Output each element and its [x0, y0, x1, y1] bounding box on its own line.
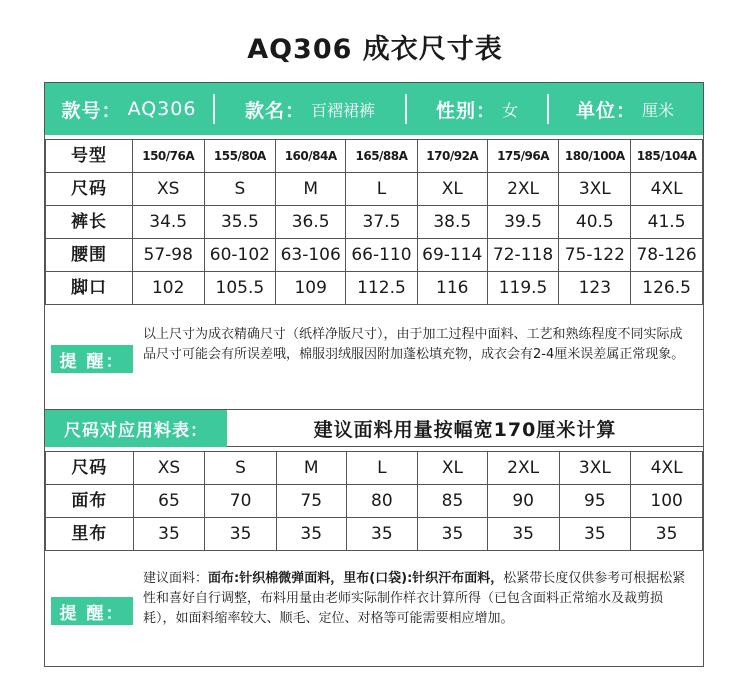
unit-value: 厘米: [642, 100, 675, 120]
table-cell: 75-122: [559, 239, 631, 272]
table-cell: 170/92A: [417, 140, 487, 173]
table-cell: 102: [132, 272, 204, 305]
style-name-cell: [215, 83, 405, 135]
row-header: 尺码: [46, 173, 133, 206]
table-cell: 35: [346, 518, 418, 551]
table-cell: 75: [276, 485, 346, 518]
table-cell: 35: [276, 518, 346, 551]
table-cell: 119.5: [487, 272, 559, 305]
size-table: [45, 139, 703, 305]
table-cell: 105.5: [204, 272, 276, 305]
table-cell: 65: [133, 485, 205, 518]
gender-value: 女: [502, 100, 519, 120]
table-cell: 180/100A: [559, 140, 631, 173]
table-cell: 35: [631, 518, 703, 551]
reminder-text: 以上尺寸为成衣精确尺寸（纸样净版尺寸），由于加工过程中面料、工艺和熟练程度不同实际成品尺寸可能会有所误差哦，棉服羽绒服因附加蓬松填充物，成衣会有2-4厘米误差属正常现象。: [143, 327, 685, 362]
style-name-label: 款名：: [244, 99, 305, 122]
table-cell: M: [276, 173, 346, 206]
row-header: 脚口: [46, 272, 133, 305]
table-row: [46, 239, 703, 272]
table-cell: 123: [559, 272, 631, 305]
table-cell: 126.5: [631, 272, 703, 305]
gender-cell: [407, 83, 547, 135]
table-cell: XS: [133, 452, 205, 485]
table-cell: 2XL: [487, 173, 559, 206]
unit-label: 单位：: [575, 99, 636, 122]
table-cell: 3XL: [559, 173, 631, 206]
table-cell: 2XL: [487, 452, 559, 485]
style-number-label: 款号：: [61, 99, 122, 122]
table-cell: L: [346, 452, 418, 485]
reminder-note: [45, 305, 703, 405]
table-cell: 80: [346, 485, 418, 518]
table-cell: 40.5: [559, 206, 631, 239]
table-cell: 34.5: [132, 206, 204, 239]
table-row: [46, 140, 703, 173]
reminder-badge: 提 醒：: [51, 345, 133, 373]
table-cell: 66-110: [346, 239, 418, 272]
fabric-section-badge: 尺码对应用料表：: [45, 410, 227, 447]
table-cell: 36.5: [276, 206, 346, 239]
style-number-value: AQ306: [127, 98, 197, 120]
table-cell: 155/80A: [204, 140, 276, 173]
row-header: 腰围: [46, 239, 133, 272]
row-header: 里布: [46, 518, 134, 551]
gender-label: 性别：: [435, 99, 496, 122]
table-cell: 60-102: [204, 239, 276, 272]
table-row: [46, 485, 703, 518]
page-title: AQ306 成衣尺寸表: [247, 34, 503, 65]
table-cell: 57-98: [132, 239, 204, 272]
table-cell: 41.5: [631, 206, 703, 239]
table-cell: 35.5: [204, 206, 276, 239]
table-cell: XL: [417, 173, 487, 206]
table-cell: 165/88A: [346, 140, 418, 173]
fabric-suggestion-text: 松紧带长度仅供参考可根据松紧性和喜好自行调整，布料用量由老师实际制作样衣计算所得（已包含面料正常缩水及裁剪损耗），如面料缩率较大、顺毛、定位、对格等可能需要相应增加。: [143, 571, 686, 626]
table-cell: L: [346, 173, 418, 206]
header-bar: [45, 83, 703, 135]
table-cell: 175/96A: [487, 140, 559, 173]
style-number-cell: [45, 83, 213, 135]
fabric-table: [45, 451, 703, 551]
table-cell: 37.5: [346, 206, 418, 239]
table-cell: XS: [132, 173, 204, 206]
table-cell: 39.5: [487, 206, 559, 239]
table-cell: 100: [631, 485, 703, 518]
fabric-section-note: 建议面料用量按幅宽170厘米计算: [313, 419, 617, 441]
table-cell: 70: [205, 485, 277, 518]
fabric-suggestion-bold: 面布:针织棉微弹面料，里布(口袋):针织汗布面料，: [208, 571, 504, 586]
table-row: [46, 452, 703, 485]
table-cell: 150/76A: [132, 140, 204, 173]
table-cell: 3XL: [559, 452, 631, 485]
table-cell: 38.5: [417, 206, 487, 239]
table-cell: 69-114: [417, 239, 487, 272]
table-cell: XL: [418, 452, 488, 485]
table-cell: 116: [417, 272, 487, 305]
fabric-suggestion-prefix: 建议面料：: [143, 571, 209, 586]
row-header: 尺码: [46, 452, 134, 485]
table-cell: 35: [487, 518, 559, 551]
table-cell: 35: [205, 518, 277, 551]
fabric-reminder-badge: 提 醒：: [51, 597, 133, 625]
table-cell: 63-106: [276, 239, 346, 272]
unit-cell: [549, 83, 701, 135]
table-cell: 4XL: [631, 452, 703, 485]
row-header: 面布: [46, 485, 134, 518]
table-row: [46, 206, 703, 239]
table-cell: 35: [559, 518, 631, 551]
table-cell: 78-126: [631, 239, 703, 272]
row-header: 号型: [46, 140, 133, 173]
table-row: [46, 272, 703, 305]
table-cell: 109: [276, 272, 346, 305]
table-cell: 185/104A: [631, 140, 703, 173]
table-cell: 85: [418, 485, 488, 518]
fabric-reminder-text: [143, 569, 695, 629]
table-cell: 4XL: [631, 173, 703, 206]
table-cell: 35: [418, 518, 488, 551]
table-cell: 160/84A: [276, 140, 346, 173]
table-cell: 90: [487, 485, 559, 518]
size-chart-sheet: [44, 82, 704, 667]
table-cell: S: [205, 452, 277, 485]
style-name-value: 百褶裙裤: [311, 100, 376, 120]
table-cell: M: [276, 452, 346, 485]
table-cell: 112.5: [346, 272, 418, 305]
table-row: [46, 173, 703, 206]
table-row: [46, 518, 703, 551]
row-header: 裤长: [46, 206, 133, 239]
table-cell: 95: [559, 485, 631, 518]
table-cell: S: [204, 173, 276, 206]
fabric-reminder-note: [45, 553, 703, 666]
table-cell: 35: [133, 518, 205, 551]
table-cell: 72-118: [487, 239, 559, 272]
fabric-section-bar: [45, 409, 703, 447]
